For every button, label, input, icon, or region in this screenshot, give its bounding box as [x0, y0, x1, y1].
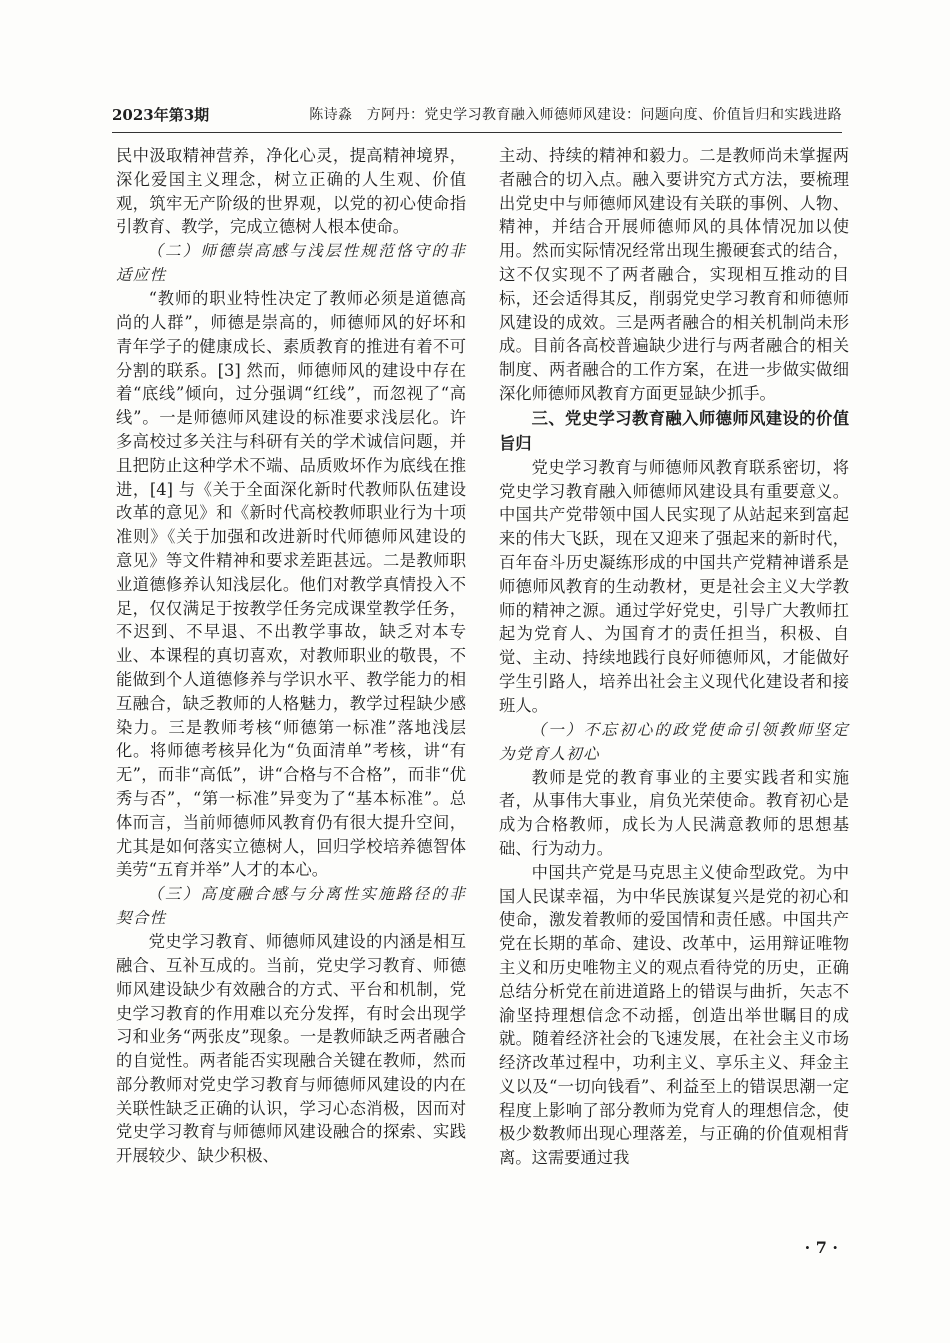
subsection-heading: （二）师德崇高感与浅层性规范恪守的非适应性 [116, 242, 466, 285]
paragraph: 民中汲取精神营养，净化心灵，提高精神境界，深化爱国主义理念，树立正确的人生观、价值观，筑牢无产阶级的世界观，以党的初心使命指引教育、教学，完成立德树人根本使命。 [116, 146, 466, 237]
paragraph: 党史学习教育、师德师风建设的内涵是相互融合、互补互成的。当前，党史学习教育、师德师风建设缺少有效融合的方式、平台和机制，党史学习教育的作用难以充分发挥，有时会出现学习和业务“两张皮”现象。一是教师缺乏两者融合的自觉性。两者能否实现融合关键在教师，然而部分教师对党史学习教育与师德师风建设的内在关联性缺乏正确的认识，学习心态消极，因而对党史学习教育与师德师风建设融合的探索、实践开展较少、缺少积极、 [116, 932, 466, 1166]
paragraph: 主动、持续的精神和毅力。二是教师尚未掌握两者融合的切入点。融入要讲究方式方法，要梳理出党史中与师德师风建设有关联的事例、人物、精神，并结合开展师德师风的具体情况加以使用。然而实际情况经常出现生搬硬套式的结合，这不仅实现不了两者融合，实现相互推动的目标，还会适得其反，削弱党史学习教育和师德师风建设的成效。三是两者融合的相关机制尚未形成。目前各高校普遍缺少进行与两者融合的相关制度、两者融合的工作方案，在进一步做实做细深化师德师风教育方面更显缺少抓手。 [499, 146, 849, 403]
left-column [116, 144, 466, 1168]
paragraph: 中国共产党是马克思主义使命型政党。为中国人民谋幸福，为中华民族谋复兴是党的初心和使命，激发着教师的爱国情和责任感。中国共产党在长期的革命、建设、改革中，运用辩证唯物主义和历史唯物主义的观点看待党的历史，正确总结分析党在前进道路上的错误与曲折，矢志不渝坚持理想信念不动摇，创造出举世瞩目的成就。随着经济社会的飞速发展，在社会主义市场经济改革过程中，功利主义、享乐主义、拜金主义以及“一切向钱看”、利益至上的错误思潮一定程度上影响了部分教师为党育人的理想信念，使极少数教师出现心理落差，与正确的价值观相背离。这需要通过我 [499, 862, 849, 1168]
running-header [112, 96, 842, 133]
subsection-heading: （一）不忘初心的政党使命引领教师坚定为党育人初心 [499, 720, 849, 763]
paragraph: 教师是党的教育事业的主要实践者和实施者，从事伟大事业，肩负光荣使命。教育初心是成为合格教师，成长为人民满意教师的思想基础、行为动力。 [499, 767, 849, 858]
page-number: · 7 · [804, 1238, 838, 1257]
journal-issue: 2023年第3期 [112, 106, 210, 124]
paragraph: “教师的职业特性决定了教师必须是道德高尚的人群”，师德是崇高的，师德师风的好坏和青年学子的健康成长、素质教育的推进有着不可分割的联系。[3] 然而，师德师风的建设中存在着“底线”倾向，过分强调“红线”，而忽视了“高线”。一是师德师风建设的标准要求浅层化。许多高校过多关注与科研有关的学术诚信问题，并且把防止这种学术不端、品质败坏作为底线在推进，[4] 与《关于全面深化新时代教师队伍建设改革的意见》和《新时代高校教师职业行为十项准则》《关于加强和改进新时代师德师风建设的意见》等文件精神和要求差距甚远。二是教师职业道德修养认知浅层化。他们对教学真情投入不足，仅仅满足于按教学任务完成课堂教学任务，不迟到、不早退、不出教学事故，缺乏对本专业、本课程的真切喜欢，对教师职业的敬畏，不能做到个人道德修养与学识水平、教学能力的相互融合，缺乏教师的人格魅力，教学过程缺少感染力。三是教师考核“师德第一标准”落地浅层化。将师德考核异化为“负面清单”考核，讲“有无”，而非“高低”，讲“合格与不合格”，而非“优秀与否”，“第一标准”异变为了“基本标准”。总体而言，当前师德师风教育仍有很大提升空间，尤其是如何落实立德树人，回归学校培养德智体美劳“五育并举”人才的本心。 [116, 289, 466, 880]
paragraph: 党史学习教育与师德师风教育联系密切，将党史学习教育融入师德师风建设具有重要意义。中国共产党带领中国人民实现了从站起来到富起来的伟大飞跃，现在又迎来了强起来的新时代，百年奋斗历史凝练形成的中国共产党精神谱系是师德师风教育的生动教材，更是社会主义大学教师的精神之源。通过学好党史，引导广大教师扛起为党育人、为国育才的责任担当，积极、自觉、主动、持续地践行良好师德师风，才能做好学生引路人，培养出社会主义现代化建设者和接班人。 [499, 457, 849, 715]
article-title-header: 陈诗淼 方阿丹：党史学习教育融入师德师风建设：问题向度、价值旨归和实践进路 [309, 107, 842, 123]
right-column [499, 144, 849, 1170]
section-heading: 三、党史学习教育融入师德师风建设的价值旨归 [499, 408, 849, 453]
subsection-heading: （三）高度融合感与分离性实施路径的非契合性 [116, 885, 466, 928]
